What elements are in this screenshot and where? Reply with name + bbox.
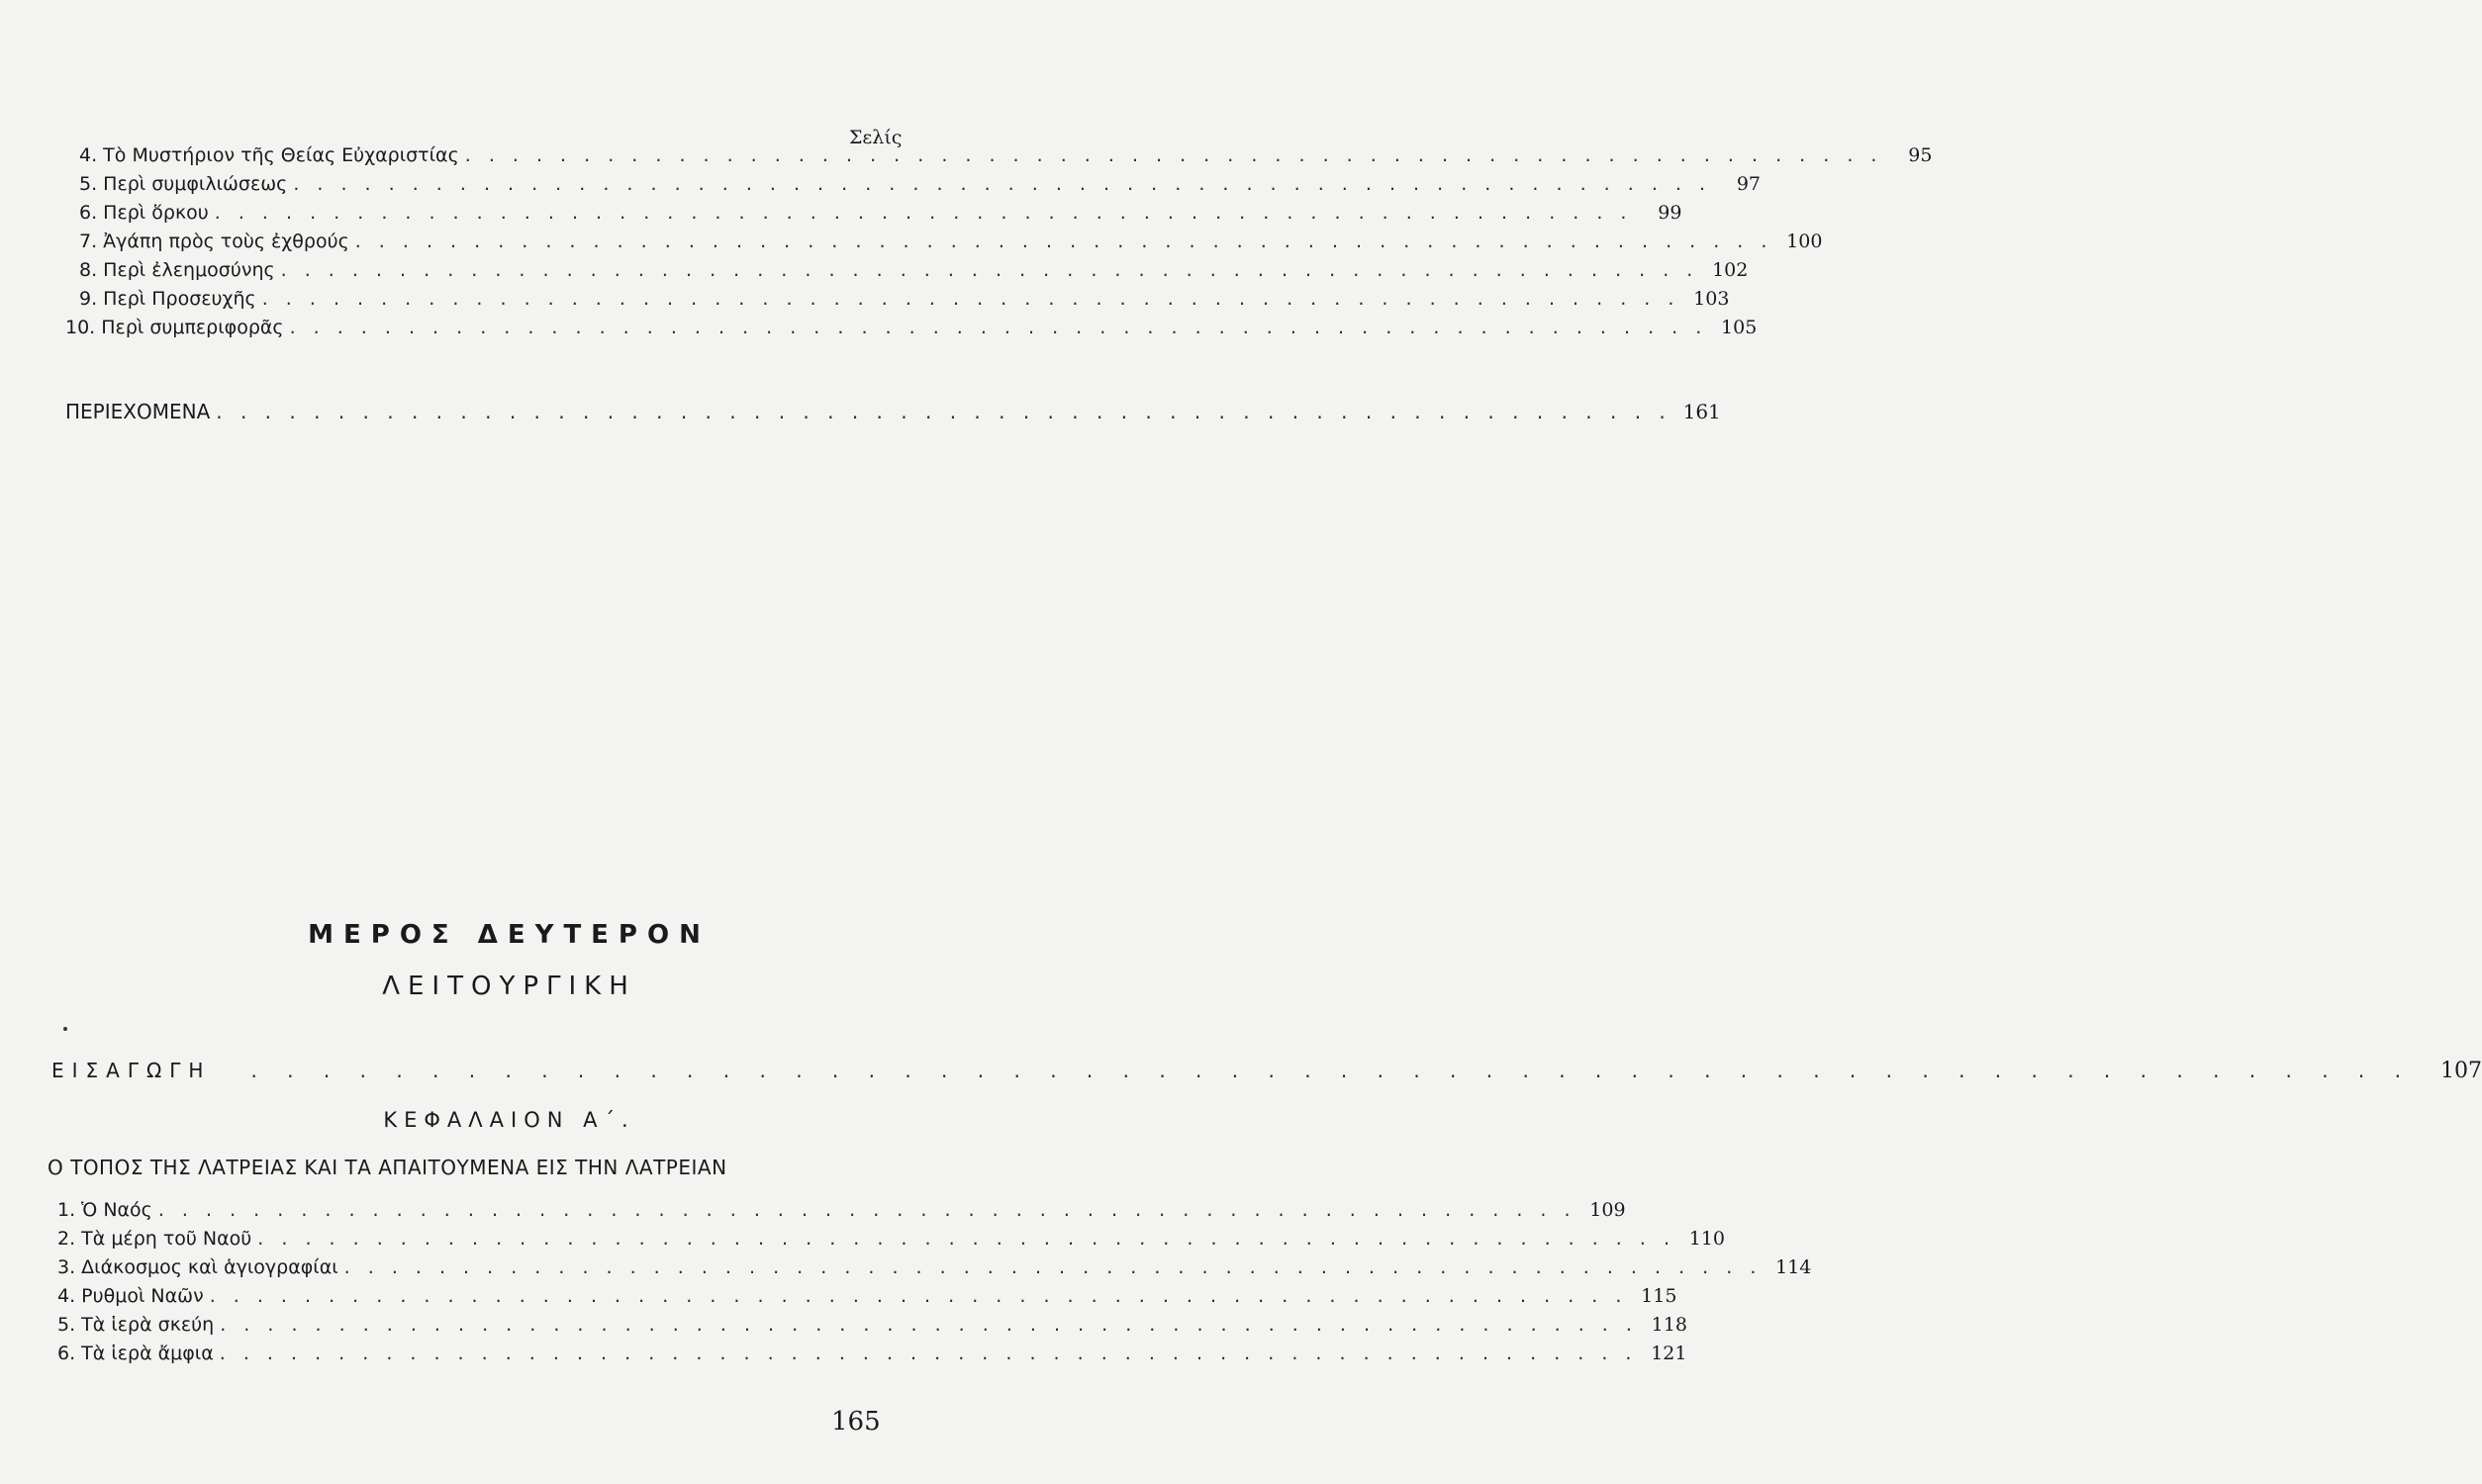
toc-entry-page: 102 — [1712, 259, 1749, 281]
toc-entry-label: 6. Τὰ ἱερὰ ἄμφια — [57, 1343, 214, 1364]
contents-entry-label: ΠΕΡΙΕΧΟΜΕΝΑ — [65, 400, 211, 423]
toc-entry-page: 97 — [1736, 173, 1762, 195]
toc-entry[interactable] — [79, 144, 1933, 166]
dot-leader: . . . . . . . . . . . . . . . . . . . . . . . . . . . . . . . . . . . . . . . . . . . . . . . . . . . . . . . . . . . . — [219, 1343, 1638, 1364]
toc-entry-page: 121 — [1651, 1343, 1687, 1364]
toc-entry-page: 99 — [1658, 202, 1682, 224]
chapter-label: ΚΕΦΑΛΑΙΟΝ Α΄. — [383, 1108, 635, 1132]
dot-leader: . . . . . . . . . . . . . . . . . . . . . . . . . . . . . . . . . . . . . . . . . . . . . . . . . . . . . . . . . . . . — [261, 288, 1680, 310]
dot-leader: . . . . . . . . . . . . . . . . . . . . . . . . . . . . . . . . . . . . . . . . . . . . . . . . . . . . . . . . . . . . — [250, 1059, 2414, 1082]
toc-entry-label: 5. Τὰ ἱερὰ σκεύη — [57, 1314, 215, 1336]
ink-speck — [63, 1027, 67, 1031]
toc-entry-label: 3. Διάκοσμος καὶ ἁγιογραφίαι — [57, 1256, 338, 1278]
dot-leader: . . . . . . . . . . . . . . . . . . . . . . . . . . . . . . . . . . . . . . . . . . . . . . . . . . . . . . . . . . . . — [220, 1314, 1638, 1336]
toc-entry-label: 8. Περὶ ἐλεημοσύνης — [79, 259, 275, 281]
contents-entry[interactable] — [65, 400, 1721, 423]
toc-entry[interactable] — [57, 1228, 1726, 1250]
dot-leader: . . . . . . . . . . . . . . . . . . . . . . . . . . . . . . . . . . . . . . . . . . . . . . . . . . . . . . . . . . . . — [157, 1199, 1576, 1221]
dot-leader: . . . . . . . . . . . . . . . . . . . . . . . . . . . . . . . . . . . . . . . . . . . . . . . . . . . . . . . . . . . . — [289, 317, 1708, 338]
toc-entry-page: 103 — [1693, 288, 1730, 310]
page-number: 165 — [831, 1407, 881, 1437]
contents-entry-page: 161 — [1682, 400, 1721, 423]
dot-leader: . . . . . . . . . . . . . . . . . . . . . . . . . . . . . . . . . . . . . . . . . . . . . . . . . . . . . . . . . . . . — [354, 231, 1773, 252]
dot-leader: . . . . . . . . . . . . . . . . . . . . . . . . . . . . . . . . . . . . . . . . . . . . . . . . . . . . . . . . . . . . — [280, 259, 1699, 281]
toc-entry[interactable] — [79, 259, 1749, 281]
toc-entry[interactable] — [57, 1199, 1626, 1221]
toc-entry-label: 1. Ὁ Ναός — [57, 1199, 152, 1221]
toc-entry-page: 115 — [1641, 1285, 1677, 1307]
toc-entry-label: 9. Περὶ Προσευχῆς — [79, 288, 256, 310]
intro-entry[interactable] — [51, 1059, 2482, 1083]
toc-entry[interactable] — [57, 1314, 1687, 1336]
toc-entry[interactable] — [79, 288, 1730, 310]
toc-entry-label: 5. Περὶ συμφιλιώσεως — [79, 173, 288, 195]
toc-entry[interactable] — [57, 1343, 1687, 1364]
toc-entry[interactable] — [79, 173, 1762, 195]
page-column-header: Σελίς — [849, 127, 903, 148]
toc-entry-label: 7. Ἀγάπη πρὸς τοὺς ἐχθρούς — [79, 231, 349, 252]
part-title: ΜΕΡΟΣ ΔΕΥΤΕΡΟΝ — [308, 920, 711, 950]
toc-entry-page: 114 — [1775, 1256, 1812, 1278]
intro-entry-page: 107 — [2440, 1059, 2482, 1083]
toc-entry-page: 110 — [1688, 1228, 1726, 1250]
toc-entry-page: 118 — [1651, 1314, 1687, 1336]
toc-entry-page: 95 — [1908, 144, 1933, 166]
part-subtitle: ΛΕΙΤΟΥΡΓΙΚΗ — [382, 972, 636, 1001]
toc-entry-label: 6. Περὶ ὅρκου — [79, 202, 209, 224]
dot-leader: . . . . . . . . . . . . . . . . . . . . . . . . . . . . . . . . . . . . . . . . . . . . . . . . . . . . . . . . . . . . — [343, 1256, 1763, 1278]
dot-leader: . . . . . . . . . . . . . . . . . . . . . . . . . . . . . . . . . . . . . . . . . . . . . . . . . . . . . . . . . . . . — [209, 1285, 1628, 1307]
chapter-title: Ο ΤΟΠΟΣ ΤΗΣ ΛΑΤΡΕΙΑΣ ΚΑΙ ΤΑ ΑΠΑΙΤΟΥΜΕΝΑ ΕΙΣ ΤΗΝ ΛΑΤΡΕΙΑΝ — [48, 1156, 727, 1179]
dot-leader: . . . . . . . . . . . . . . . . . . . . . . . . . . . . . . . . . . . . . . . . . . . . . . . . . . . . . . . . . . . . — [216, 400, 1671, 423]
toc-entry[interactable] — [57, 1285, 1677, 1307]
toc-entry[interactable] — [65, 317, 1758, 338]
dot-leader: . . . . . . . . . . . . . . . . . . . . . . . . . . . . . . . . . . . . . . . . . . . . . . . . . . . . . . . . . . . . — [293, 173, 1712, 195]
toc-entry-page: 105 — [1721, 317, 1758, 338]
toc-entry[interactable] — [79, 231, 1823, 252]
toc-entry[interactable] — [79, 202, 1682, 224]
toc-entry[interactable] — [57, 1256, 1812, 1278]
dot-leader: . . . . . . . . . . . . . . . . . . . . . . . . . . . . . . . . . . . . . . . . . . . . . . . . . . . . . . . . . . . . — [214, 202, 1633, 224]
toc-entry-label: 4. Ρυθμοὶ Ναῶν — [57, 1285, 204, 1307]
dot-leader: . . . . . . . . . . . . . . . . . . . . . . . . . . . . . . . . . . . . . . . . . . . . . . . . . . . . . . . . . . . . — [464, 144, 1883, 166]
toc-entry-page: 100 — [1786, 231, 1823, 252]
toc-entry-label: 4. Τὸ Μυστήριον τῆς Θείας Εὐχαριστίας — [79, 144, 459, 166]
toc-entry-label: 2. Τὰ μέρη τοῦ Ναοῦ — [57, 1228, 252, 1250]
intro-entry-label: ΕΙΣΑΓΩΓΗ — [51, 1059, 212, 1082]
toc-entry-label: 10. Περὶ συμπεριφορᾶς — [65, 317, 284, 338]
dot-leader: . . . . . . . . . . . . . . . . . . . . . . . . . . . . . . . . . . . . . . . . . . . . . . . . . . . . . . . . . . . . — [257, 1228, 1676, 1250]
toc-entry-page: 109 — [1589, 1199, 1626, 1221]
